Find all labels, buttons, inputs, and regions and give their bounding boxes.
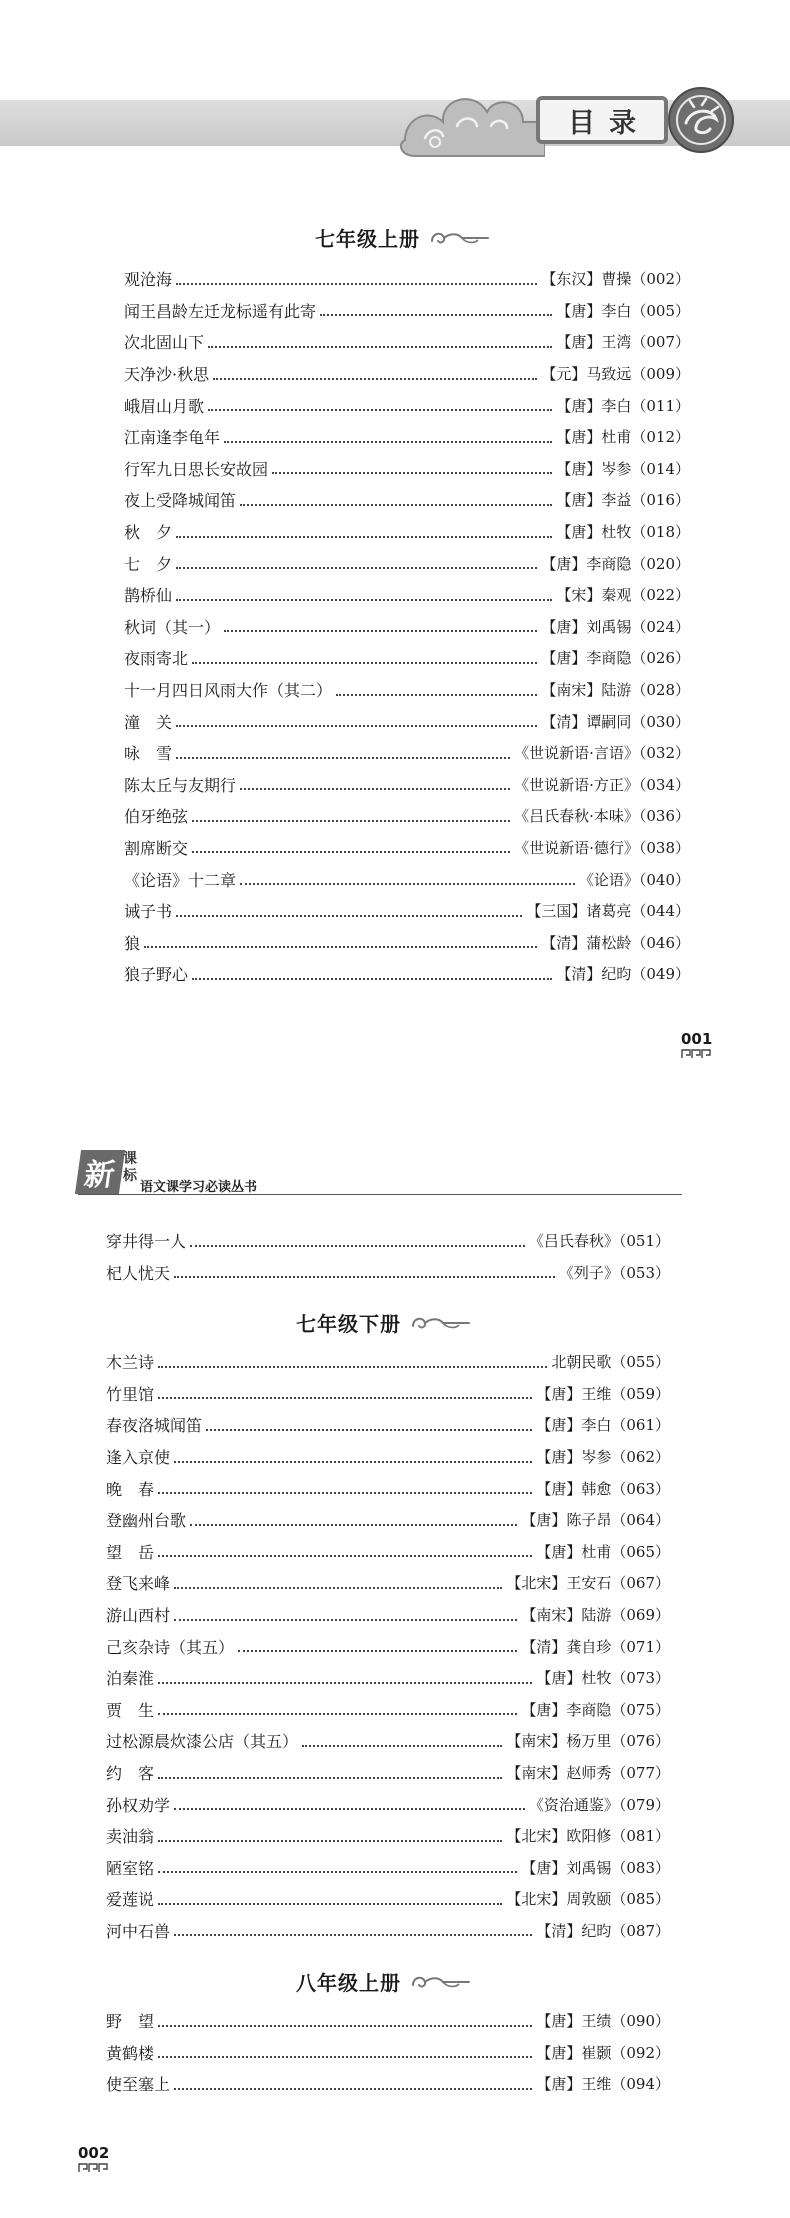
dot-leader [174,1808,525,1810]
toc-entry-source: 《世说新语·言语》（032） [514,744,690,763]
contents-title-box [536,96,668,144]
toc-entry[interactable] [106,1441,670,1473]
dot-leader [224,630,537,632]
toc-entry-source: 【唐】王维（094） [536,2075,670,2094]
toc-entry-title: 伯牙绝弦 [124,807,189,827]
toc-entry-source: 【唐】杜甫（065） [536,1542,670,1561]
toc-entry[interactable] [124,611,690,643]
dot-leader [192,820,510,822]
toc-entry[interactable] [106,1820,670,1852]
toc-entry-source: 《吕氏春秋》（051） [528,1232,670,1251]
toc-entry[interactable] [124,737,690,769]
toc-entry[interactable] [106,2037,670,2069]
toc-entry-source: 【清】纪昀（087） [536,1921,670,1940]
toc-entry-title: 陋室铭 [106,1858,155,1878]
toc-entry[interactable] [124,800,690,832]
dot-leader [208,346,552,348]
toc-entry-source: 《世说新语·德行》（038） [514,838,690,857]
toc-list-grade7-first [124,263,690,990]
toc-entry-title: 天净沙·秋思 [124,365,210,385]
dot-leader [336,694,537,696]
toc-entry-title: 游山西村 [106,1606,171,1626]
toc-entry-title: 诫子书 [124,902,173,922]
toc-entry-title: 望 岳 [106,1542,155,1562]
toc-entry[interactable] [124,484,690,516]
toc-entry-title: 逢入京使 [106,1448,171,1468]
toc-entry-title: 夜雨寄北 [124,649,189,669]
dot-leader [158,1492,532,1494]
toc-entry[interactable] [124,263,690,295]
toc-entry[interactable] [124,958,690,990]
toc-entry-source: 【北宋】周敦颐（085） [506,1890,670,1909]
toc-entry-title: 野 望 [106,2012,155,2032]
toc-entry[interactable] [106,1852,670,1884]
toc-entry-source: 《列子》（053） [558,1263,670,1282]
toc-entry[interactable] [124,547,690,579]
toc-entry-source: 【唐】岑参（062） [536,1448,670,1467]
cloud-swirl-icon [428,227,490,249]
toc-entry-title: 观沧海 [124,270,173,290]
toc-entry-title: 咏 雪 [124,744,173,764]
toc-entry-source: 【唐】王湾（007） [556,333,690,352]
dot-leader [158,1682,532,1684]
dot-leader [208,409,552,411]
toc-entry[interactable] [106,1883,670,1915]
toc-entry-title: 七 夕 [124,554,173,574]
toc-entry-title: 春夜洛城闻笛 [106,1416,203,1436]
toc-entry-title: 孙权劝学 [106,1795,171,1815]
toc-entry-source: 【南宋】杨万里（076） [506,1732,670,1751]
toc-entry[interactable] [106,1662,670,1694]
dot-leader [176,536,552,538]
toc-entry-source: 【唐】韩愈（063） [536,1479,670,1498]
section-title: 七年级上册 [315,227,420,251]
toc-entry-title: 鹊桥仙 [124,586,173,606]
toc-entry-source: 【宋】秦观（022） [556,586,690,605]
toc-entry-title: 河中石兽 [106,1921,171,1941]
toc-entry-title: 次北固山下 [124,333,205,353]
toc-entry[interactable] [124,516,690,548]
dot-leader [158,1777,502,1779]
cloud-swirl-icon [409,1312,471,1334]
toc-entry[interactable] [106,1472,670,1504]
dot-leader [174,1587,502,1589]
toc-entry-title: 爱莲说 [106,1890,155,1910]
series-logo-mark: 新 [75,1150,125,1194]
toc-entry-title: 峨眉山月歌 [124,396,205,416]
toc-entry-source: 【三国】诸葛亮（044） [526,902,690,921]
toc-entry-source: 【北宋】王安石（067） [506,1574,670,1593]
dot-leader [158,1555,532,1557]
dot-leader [174,1461,532,1463]
dot-leader [224,441,552,443]
toc-entry-source: 【东汉】曹操（002） [541,270,690,289]
toc-entry[interactable] [106,1915,670,1947]
toc-entry-source: 【唐】杜牧（018） [556,523,690,542]
toc-entry[interactable] [124,358,690,390]
toc-entry-source: 【唐】陈子昂（064） [521,1511,670,1530]
toc-entry-source: 【唐】李商隐（020） [541,554,690,573]
dot-leader [158,1903,502,1905]
toc-entry-title: 竹里馆 [106,1384,155,1404]
dot-leader [206,1429,532,1431]
toc-entry[interactable] [106,1567,670,1599]
toc-entry-source: 【南宋】赵师秀（077） [506,1764,670,1783]
toc-entry[interactable] [106,1225,670,1257]
toc-entry[interactable] [106,1630,670,1662]
dot-leader [144,946,537,948]
toc-entry-title: 江南逢李龟年 [124,428,221,448]
dot-leader [176,283,537,285]
toc-entry-title: 穿井得一人 [106,1232,187,1252]
dot-leader [240,788,510,790]
dot-leader [158,1366,547,1368]
fret-ornament-icon [681,1049,711,1059]
toc-entry[interactable] [124,453,690,485]
toc-entry[interactable] [124,421,690,453]
toc-entry-title: 过松源晨炊漆公店（其五） [106,1732,299,1752]
dot-leader [174,1934,532,1936]
series-name: 语文课学习必读丛书 [140,1180,258,1195]
toc-entry[interactable] [124,326,690,358]
section-title: 八年级上册 [296,1971,401,1995]
dot-leader [176,567,537,569]
toc-entry[interactable] [124,832,690,864]
dot-leader [272,472,552,474]
toc-entry[interactable] [124,674,690,706]
toc-entry-source: 【唐】李白（005） [556,301,690,320]
toc-entry-source: 【北宋】欧阳修（081） [506,1827,670,1846]
dot-leader [240,883,575,885]
dot-leader [320,314,552,316]
toc-entry-source: 【唐】李益（016） [556,491,690,510]
section-heading-grade7-first [315,223,490,252]
toc-entry-title: 贾 生 [106,1700,155,1720]
toc-entry-source: 【南宋】陆游（069） [521,1606,670,1625]
page-number: 002 [78,2144,110,2162]
dot-leader [176,599,552,601]
toc-entry[interactable] [106,1694,670,1726]
toc-entry[interactable] [106,1536,670,1568]
dot-leader [158,1871,517,1873]
toc-entry-title: 使至塞上 [106,2075,171,2095]
dot-leader [174,1276,555,1278]
toc-entry-source: 《吕氏春秋·本味》（036） [514,807,690,826]
dot-leader [192,978,552,980]
toc-entry-source: 【清】纪昀（049） [556,965,690,984]
dot-leader [238,1650,517,1652]
dot-leader [174,1619,517,1621]
toc-entry-source: 【唐】王绩（090） [536,2012,670,2031]
toc-entry-title: 割席断交 [124,838,189,858]
dot-leader [158,2025,532,2027]
toc-entry[interactable] [106,1757,670,1789]
toc-entry-source: 【清】谭嗣同（030） [541,712,690,731]
toc-entry-source: 【清】龚自珍（071） [521,1637,670,1656]
toc-entry-title: 狼子野心 [124,965,189,985]
toc-entry[interactable] [124,895,690,927]
toc-list-grade8-first [106,2005,670,2100]
series-logo-side: 课标 [123,1151,137,1184]
toc-entry-source: 【唐】王维（059） [536,1384,670,1403]
dot-leader [176,725,537,727]
toc-entry-source: 【清】蒲松龄（046） [541,933,690,952]
toc-entry-title: 黄鹤楼 [106,2043,155,2063]
toc-entry[interactable] [124,642,690,674]
dot-leader [158,2056,532,2058]
dot-leader [158,1840,502,1842]
dot-leader [190,1245,525,1247]
toc-entry-source: 【唐】刘禹锡（083） [521,1858,670,1877]
toc-entry-source: 《论语》（040） [578,870,690,889]
toc-entry[interactable] [106,1504,670,1536]
toc-entry-title: 夜上受降城闻笛 [124,491,237,511]
dot-leader [213,378,537,380]
toc-entry-source: 北朝民歌（055） [551,1353,670,1372]
toc-entry-title: 十一月四日风雨大作（其二） [124,681,333,701]
toc-entry[interactable] [106,1599,670,1631]
toc-entry[interactable] [124,769,690,801]
toc-entry-title: 晚 春 [106,1479,155,1499]
toc-entry-title: 木兰诗 [106,1353,155,1373]
toc-entry[interactable] [106,2005,670,2037]
toc-entry[interactable] [106,2068,670,2100]
toc-entry[interactable] [124,579,690,611]
toc-entry-source: 《资治通鉴》（079） [528,1795,670,1814]
toc-entry-title: 杞人忧天 [106,1263,171,1283]
dot-leader [240,504,552,506]
toc-entry-title: 卖油翁 [106,1827,155,1847]
toc-entry-source: 【唐】刘禹锡（024） [541,617,690,636]
toc-entry-source: 【唐】李商隐（075） [521,1700,670,1719]
toc-entry[interactable] [124,389,690,421]
dot-leader [174,2088,532,2090]
toc-entry-source: 【唐】杜牧（073） [536,1669,670,1688]
toc-entry-source: 【元】马致远（009） [541,365,690,384]
toc-entry-title: 登幽州台歌 [106,1511,187,1531]
toc-entry[interactable] [124,863,690,895]
toc-entry-source: 《世说新语·方正》（034） [514,775,690,794]
toc-entry-title: 《论语》十二章 [124,870,237,890]
dot-leader [302,1745,502,1747]
toc-entry-title: 泊秦淮 [106,1669,155,1689]
toc-entry[interactable] [106,1725,670,1757]
page-number: 001 [681,1030,713,1048]
toc-entry-title: 潼 关 [124,712,173,732]
toc-entry[interactable] [106,1788,670,1820]
toc-entry[interactable] [106,1378,670,1410]
toc-entry[interactable] [106,1346,670,1378]
toc-entry-title: 己亥杂诗（其五） [106,1637,235,1657]
toc-entry-source: 【唐】李白（011） [556,396,690,415]
cloud-swirl-icon [409,1971,471,1993]
section-heading-grade8-first [296,1967,471,1996]
toc-entry-source: 【南宋】陆游（028） [541,681,690,700]
toc-entry-source: 【唐】李商隐（026） [541,649,690,668]
toc-entry-title: 秋词（其一） [124,617,221,637]
cloud-ornament-icon [395,78,545,166]
fret-ornament-icon [78,2163,108,2173]
dot-leader [158,1397,532,1399]
toc-entry-title: 约 客 [106,1764,155,1784]
section-title: 七年级下册 [296,1312,401,1336]
toc-entry-source: 【唐】李白（061） [536,1416,670,1435]
toc-entry[interactable] [124,295,690,327]
medallion-icon [666,85,736,155]
toc-entry-source: 【唐】崔颢（092） [536,2043,670,2062]
dot-leader [176,915,522,917]
dot-leader [190,1524,517,1526]
toc-entry[interactable] [124,705,690,737]
toc-entry-source: 【唐】杜甫（012） [556,428,690,447]
toc-entry-title: 秋 夕 [124,523,173,543]
toc-entry[interactable] [106,1409,670,1441]
toc-list-carry-over [106,1225,670,1288]
toc-entry-title: 登飞来峰 [106,1574,171,1594]
dot-leader [192,662,537,664]
toc-entry[interactable] [106,1257,670,1289]
dot-leader [176,757,510,759]
section-heading-grade7-second [296,1308,471,1337]
toc-list-grade7-second [106,1346,670,1946]
toc-entry[interactable] [124,926,690,958]
dot-leader [192,851,510,853]
toc-entry-title: 陈太丘与友期行 [124,775,237,795]
toc-entry-title: 行军九日思长安故园 [124,459,269,479]
toc-entry-title: 闻王昌龄左迁龙标遥有此寄 [124,301,317,321]
toc-entry-source: 【唐】岑参（014） [556,459,690,478]
contents-title: 目录 [568,107,650,139]
series-rule [78,1194,682,1195]
dot-leader [158,1713,517,1715]
toc-entry-title: 狼 [124,933,141,953]
